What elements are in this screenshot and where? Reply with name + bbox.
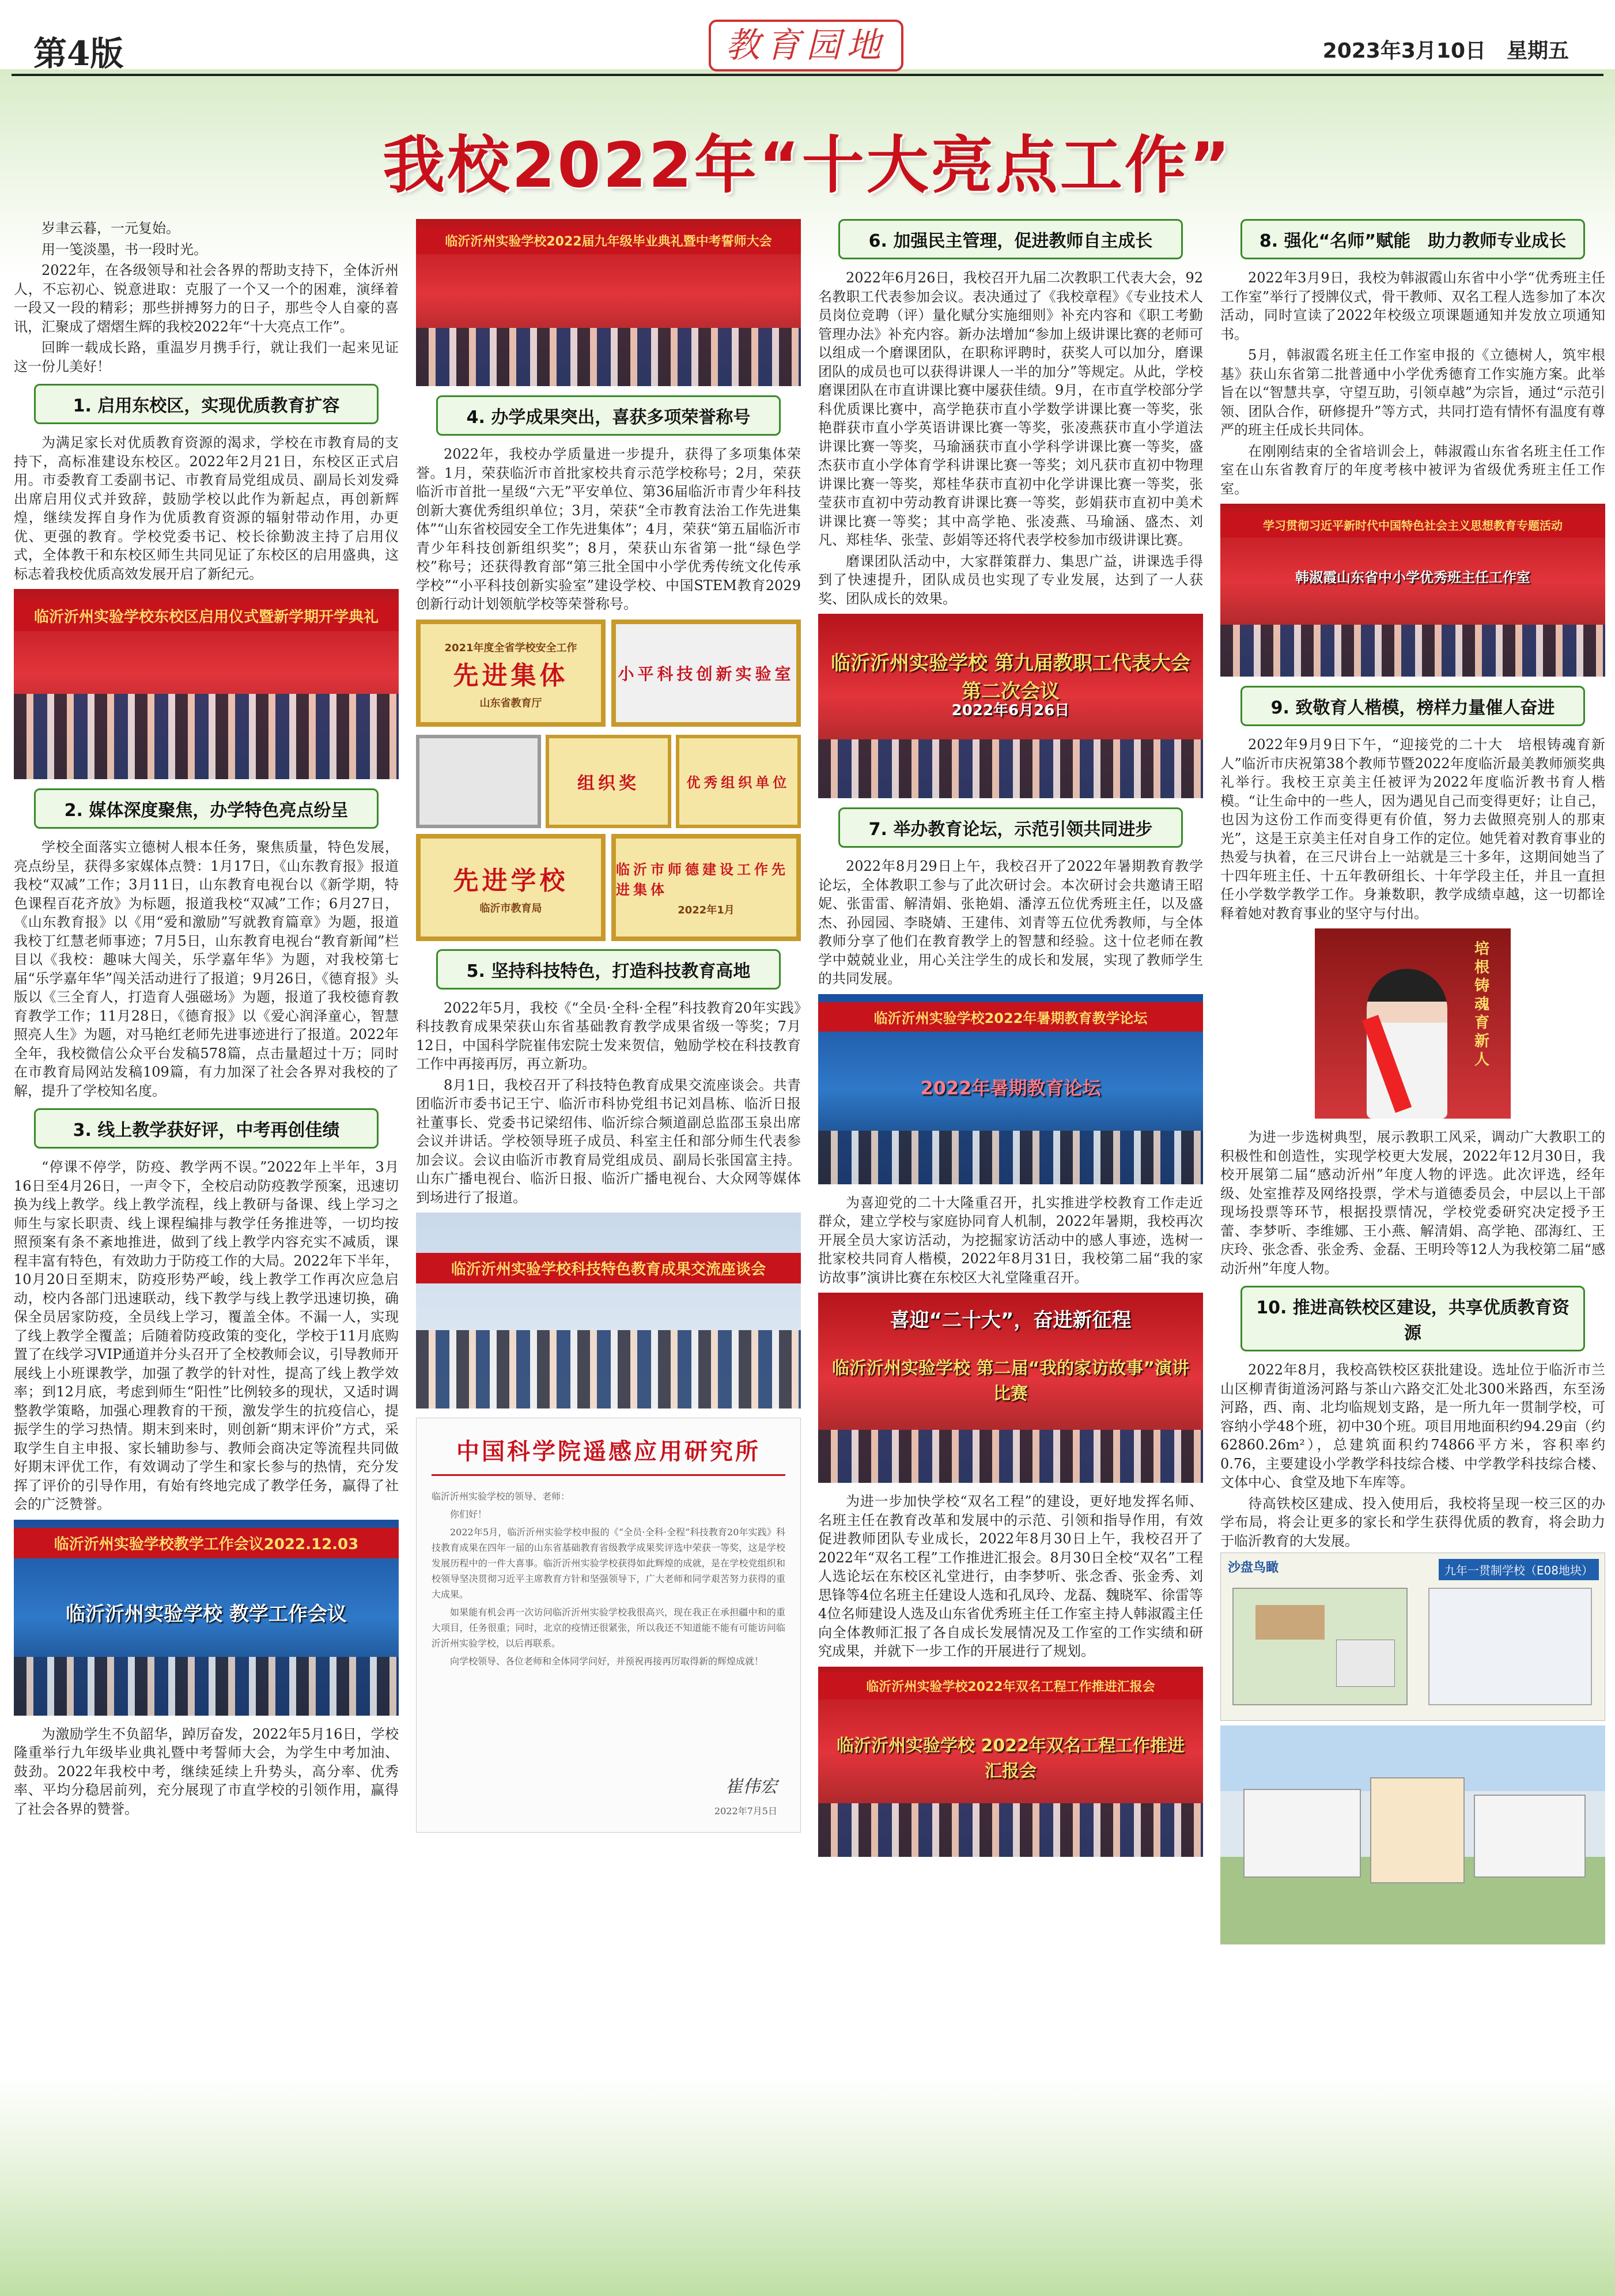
headline: 我校2022年“十大亮点工作” <box>383 130 1232 202</box>
section-7-paragraph: 为进一步加快学校“双名工程”的建设，更好地发挥名师、名班主任在教育改革和发展中的示范、引领和指导作用，有效促进教师团队专业成长，2022年8月30日上午，我校召开了2022年“双名工程”工作推进汇报会。8月30日全校“双名”工程人选论坛在东校区礼堂进行，由李梦听、张念香、张金秀、刘思锋等4位名班主任建设人选和孔凤玲、龙磊、魏晓军、徐雷等4位名师建设人选及山东省优秀班主任工作室主持人韩淑霞主任向全体教师汇报了各自成长发展情况及工作室的工作实绩和研究成果，并就下一步工作的开展进行了规划。 <box>818 1493 1203 1659</box>
photo-banner: 学习贯彻习近平新时代中国特色社会主义思想教育专题活动 <box>1220 512 1605 538</box>
section-title-3: 3. 线上教学获好评，中考再创佳绩 <box>34 1108 379 1149</box>
letter-greeting: 你们好！ <box>450 1509 487 1520</box>
page-header <box>0 0 1615 73</box>
photo-model-teacher <box>1315 928 1511 1119</box>
issue-date: 2023年3月10日 星期五 <box>1322 39 1569 63</box>
photo-screen-text: 2022年暑期教育论坛 <box>920 1077 1101 1100</box>
header-rule <box>12 74 1603 76</box>
plaque: 2021年度全省学校安全工作 先进集体 山东省教育厅 <box>416 620 606 727</box>
section-7-paragraph: 为喜迎党的二十大隆重召开，扎实推进学校教育工作走近群众，建立学校与家庭协同育人机制，2022年暑期，我校再次开展全员大家访活动，为挖掘家访活动中的感人事迹，选树一批家校共同育人楷模，2022年8月31日，我校第二届“我的家访故事”演讲比赛在东校区大礼堂隆重召开。 <box>818 1194 1203 1286</box>
section-name: 教育园地 <box>709 20 903 71</box>
photo-studio-award <box>1220 504 1605 677</box>
intro-paragraph: 2022年，在各级领导和社会各界的帮助支持下，全体沂州人，不忘初心、锐意进取：克服了一个又一个的困难，演绎着一段又一段的精彩；那些拼搏努力的日子，那些令人自豪的喜讯，汇聚成了熠熠生辉的我校2022年“十大亮点工作”。 <box>14 262 399 335</box>
letter-signature: 崔伟宏 <box>725 1777 777 1797</box>
photo-banner: 临沂沂州实验学校2022年双名工程工作推进汇报会 <box>818 1672 1203 1700</box>
section-8-paragraph: 2022年3月9日，我校为韩淑霞山东省中小学“优秀班主任工作室”举行了授牌仪式，骨干教师、双名工程人选参加了本次活动，同时宣读了2022年校级立项课题通知并发放立项通知书。 <box>1220 270 1605 342</box>
photo-double-famous-report <box>818 1667 1203 1857</box>
photo-banner: 临沂沂州实验学校教学工作会议2022.12.03 <box>14 1528 399 1558</box>
plaque: 组织奖 <box>546 735 671 828</box>
section-5-paragraph: 8月1日，我校召开了科技特色教育成果交流座谈会。共青团临沂市委书记王宁、临沂市科协党组书记刘昌栋、临沂日报社董事长、党委书记梁绍伟、临沂综合频道副总监邵玉泉出席会议并讲话。学校领导班子成员、科室主任和部分师生代表参加会议。会议由临沂市教育局党组成员、副局长张国富主持。山东广播电视台、临沂日报、临沂广播电视台、大众网等媒体到场进行了报道。 <box>416 1077 801 1206</box>
portrait-banner-text: 培根铸魂育新人 <box>1474 941 1489 1068</box>
section-title-10: 10. 推进高铁校区建设，共享优质教育资源 <box>1240 1286 1585 1351</box>
photo-banner: 临沂沂州实验学校2022届九年级毕业典礼暨中考誓师大会 <box>416 227 801 254</box>
column-4 <box>1220 219 1605 2135</box>
photo-graduation-ceremony <box>416 219 801 386</box>
letter-paragraph: 如果能有机会再一次访问临沂沂州实验学校我很高兴，现在我正在承担疆中和的重大项目，任务很重；同时，北京的疫情还很紧张，所以我还不知道能不能有可能访问临沂沂州实验学校，以后再联系。 <box>432 1607 785 1649</box>
letter-date: 2022年7月5日 <box>714 1806 777 1817</box>
intro-paragraph: 回眸一载成长路，重温岁月携手行，就让我们一起来见证这一份儿美好！ <box>14 339 399 375</box>
section-title-9: 9. 致敬育人楷模，榜样力量催人奋进 <box>1240 686 1585 726</box>
section-title-2: 2. 媒体深度聚焦，办学特色亮点纷呈 <box>34 788 379 829</box>
photo-screen-slogan: 喜迎“二十大”，奋进新征程 <box>890 1308 1132 1332</box>
photo-home-visit-speech <box>818 1293 1203 1483</box>
section-4-paragraph: 2022年，我校办学质量进一步提升，获得了多项集体荣誉。1月，荣获临沂市首批家校共育示范学校称号；2月，荣获临沂市首批一星级“六无”平安单位、第36届临沂市青少年科技创新大赛优秀组织单位；3月，荣获“全市教育法治工作先进集体”“山东省校园安全工作先进集体”；4月，荣获“第五届临沂市青少年科技创新组织奖”；8月，荣获山东省第一批“绿色学校”称号；还获得教育部“第三批全国中小学优秀传统文化传承学校”“小平科技创新实验室”建设学校、中国STEM教育2029创新行动计划领航学校等荣誉称号。 <box>416 446 801 612</box>
section-8-paragraph: 5月，韩淑霞名班主任工作室申报的《立德树人，筑牢根基》获山东省第二批普通中小学优秀德育工作实施方案。此举旨在以“智慧共享，守望互助，引领卓越”为宗旨，通过“示范引领、团队合作，研修提升”等方式，共同打造有情怀有温度有尊严的班主任成长共同体。 <box>1220 347 1605 438</box>
section-title-6: 6. 加强民主管理，促进教师自主成长 <box>838 219 1183 259</box>
photo-banner: 临沂沂州实验学校科技特色教育成果交流座谈会 <box>416 1253 801 1283</box>
section-1-paragraph: 为满足家长对优质教育资源的渴求，学校在市教育局的支持下，高标准建设东校区。2022年2月21日，东校区正式启用。市委教育工委副书记、市教育局党组成员、副局长刘发舜出席启用仪式并致辞，鼓励学校以此作为新起点，再创新辉煌，继续发挥自身作为优质教育资源的辐射带动作用，办更优、更强的教育。学校党委书记、校长徐勤波主持了启用仪式，全体教干和东校区师生共同见证了东校区的启用盛典，这标志着我校优质高效发展开启了新纪元。 <box>14 435 399 582</box>
masterplan-label: 九年一贯制学校（E08地块） <box>1439 1559 1599 1580</box>
plaque <box>416 735 541 828</box>
intro-line: 岁聿云暮，一元复始。 <box>41 220 180 236</box>
photo-screen-text: 临沂沂州实验学校 教学工作会议 <box>66 1602 347 1626</box>
section-title-5: 5. 坚持科技特色，打造科技教育高地 <box>436 949 781 990</box>
section-title-8: 8. 强化“名师”赋能 助力教师专业成长 <box>1240 219 1585 259</box>
column-3 <box>818 219 1203 2135</box>
section-title-4: 4. 办学成果突出，喜获多项荣誉称号 <box>436 395 781 436</box>
section-8-paragraph: 在刚刚结束的全省培训会上，韩淑霞山东省名班主任工作室在山东省教育厅的年度考核中被评为省级优秀班主任工作室。 <box>1220 443 1605 497</box>
photo-plaque-text: 韩淑霞山东省中小学优秀班主任工作室 <box>1295 569 1530 586</box>
photo-banner: 临沂沂州实验学校东校区启用仪式暨新学期开学典礼 <box>14 601 399 631</box>
section-6-paragraph: 2022年6月26日，我校召开九届二次教职工代表大会，92名教职工代表参加会议。表决通过了《我校章程》《专业技术人员岗位竞聘（评）量化赋分实施细则》补充内容和《职工考勤管理办法》补充内容。新办法增加“参加上级讲课比赛的老师可以组成一个磨课团队，在职称评聘时，获奖人可以加分，磨课团队的成员也可以获得讲课人一半的加分”等规定。从此，学校磨课团队在市直讲课比赛中屡获佳绩。9月，在市直学校部分学科优质课比赛中，高学艳获市直小学数学讲课比赛一等奖，张艳群获市直小学英语讲课比赛一等奖，张凌燕获市直小学道法讲课比赛一等奖，马瑜涵获市直小学科学讲课比赛一等奖，盛杰获市直小学体育学科讲课比赛一等奖；刘凡获市直初中物理讲课比赛一等奖，郑桂华获市直初中化学讲课比赛一等奖，张莹获市直初中劳动教育讲课比赛一等奖，彭娟获市直初中美术讲课比赛一等奖；其中高学艳、张凌燕、马瑜涵、盛杰、刘凡、郑桂华、张莹、彭娟等还将代表学校参加市级讲课比赛。 <box>818 270 1203 548</box>
letter-paragraph: 2022年5月，临沂沂州实验学校申报的《“全员·全科·全程”科技教育20年实践》科技教育成果在四年一届的山东省基础教育省级教学成果奖评选中荣获一等奖，这是学校发展历程中的一件大喜事。临沂沂州实验学校获得如此辉煌的成就，是在学校党组织和校领导坚决贯彻习近平主席教育方针和坚强领导下，广大老师和同学艰苦努力获得的重大成果。 <box>432 1527 785 1600</box>
letter-paragraph: 向学校领导、各位老师和全体同学问好，并预祝再接再厉取得新的辉煌成就！ <box>450 1656 764 1667</box>
photo-screen-date: 2022年6月26日 <box>951 702 1070 720</box>
campus-masterplan <box>1220 1553 1605 1721</box>
photo-tech-seminar <box>416 1213 801 1408</box>
honor-plaques <box>416 620 801 727</box>
section-title-7: 7. 举办教育论坛，示范引领共同进步 <box>838 807 1183 848</box>
section-9-paragraph: 2022年9月9日下午，“迎接党的二十大 培根铸魂育新人”临沂市庆祝第38个教师节暨2022年度临沂最美教师颁奖典礼举行。我校王京美主任被评为2022年度临沂教书育人楷模。“让生命中的一些人，因为遇见自己而变得更好；让自己，也因为这份工作而变得更有价值，努力去做照亮别人的那束光”，这是王京美主任对自身工作的定位。她凭着对教育事业的热爱与执着，在三尺讲台上一站就是三十多年，这期间她当了十四年班主任、十五年教研组长、十年学段主任，并且一直担任小学数学教学工作。身兼数职，教学成绩卓越，这一切都诠释着她对教育事业的坚守与付出。 <box>1220 737 1605 922</box>
photo-east-campus-opening <box>14 589 399 779</box>
photo-education-forum <box>818 994 1203 1184</box>
section-3-paragraph: “停课不停学，防疫、教学两不误。”2022年上半年，3月16日至4月26日，一声令下，全校启动防疫教学预案，迅速切换为线上教学。线上教学流程，线上教研与备课、线上学习之师生与家长职责、线上课程编排与教学任务推进等，一切均按照预案有条不紊地推进，做到了线上教学内容充实不减质，课程丰富有特色，有效助力于防疫工作的大局。2022年下半年，10月20日至期末，防疫形势严峻，线上教学工作再次应急启动，校内各部门迅速联动，线下教学与线上教学迅速切换，确保全员居家防疫，全员线上学习，覆盖全体。不漏一人，实现了线上教学全覆盖；后随着防疫政策的变化，学校于11月底购置了在线学习VIP通道并分头召开了全校教师会议，引导教师开展线上小班课教学，加强了教学的针对性，提高了线上教学效率；到12月底，考虑到师生“阳性”比例较多的现状，又适时调整教学策略，加强心理教育的干预，激发学生的抗疫信心，提振学生的学习热情。期末到来时，则创新“期末评价”方式，采取学生自主申报、家长辅助参与、教师会商决定等流程共同做好期末评优工作，有效调动了学生和家长参与的热情，充分发挥了评价的引导作用，有始有终地完成了教学任务，赢得了社会的广泛赞誉。 <box>14 1159 399 1512</box>
section-title-1: 1. 启用东校区，实现优质教育扩容 <box>34 384 379 424</box>
photo-screen-text: 临沂沂州实验学校 第二届“我的家访故事”演讲比赛 <box>832 1358 1189 1404</box>
page-number: 第4版 <box>33 34 124 73</box>
plaque: 临沂市师德建设工作先进集体 2022年1月 <box>611 834 801 941</box>
plaque: 先进学校 临沂市教育局 <box>416 834 606 941</box>
plaque: 小平科技创新实验室 <box>611 620 801 727</box>
section-10-paragraph: 2022年8月，我校高铁校区获批建设。选址位于临沂市兰山区柳青街道汤河路与茶山六路交汇处北300米路西，东至汤河路，西、南、北均临规划支路，是一所九年一贯制学校，可容纳小学48个班，初中30个班。项目用地面积约94.29亩（约62860.26m²），总建筑面积约74866平方米，容积率约0.76，主要建设小学教学科技综合楼、中学教学科技综合楼、文体中心、食堂及地下车库等。 <box>1220 1362 1605 1490</box>
column-1 <box>14 219 399 2135</box>
congratulation-letter <box>416 1418 801 1833</box>
plaque: 优秀组织单位 <box>676 735 801 828</box>
masterplan-title: 沙盘鸟瞰 <box>1228 1561 1279 1575</box>
section-2-paragraph: 学校全面落实立德树人根本任务，聚焦质量，特色发展，亮点纷呈，获得多家媒体点赞：1月17日，《山东教育报》报道我校“双减”工作；3月11日，山东教育电视台以《新学期，特色课程百花齐放》为标题，报道我校“双减”工作；6月27日，《山东教育报》以《用“爱和激励”写就教育篇章》为题，报道我校丁红慧老师事迹；7月5日，山东教育电视台“教育新闻”栏目以《我校：趣味大闯关，乐学嘉年华》为题，对我校第七届“乐学嘉年华”闯关活动进行了报道；9月26日，《德育报》头版以《三全育人，打造育人强磁场》为题，报道了我校德育教育教学工作；11月28日，《德育报》以《爱心润泽童心，智慧照亮人生》为题，对马艳红老师先进事迹进行了报道。2022年全年，我校微信公众平台发稿578篇，点击量超过十万；同时在市教育局网站发稿109篇，有力加深了社会各界对我校的了解，提升了学校知名度。 <box>14 839 399 1099</box>
intro-line: 用一笺淡墨，书一段时光。 <box>41 241 207 258</box>
photo-staff-congress <box>818 614 1203 798</box>
section-9-paragraph: 为进一步选树典型，展示教职工风采，调动广大教职工的积极性和创造性，实现学校更大发展，2022年12月30日，我校开展第二届“感动沂州”年度人物的评选。此次评选，经年级、处室推荐及网络投票，学术与道德委员会，中层以上干部现场投票等环节，根据投票情况，学校党委研究决定授予王蕾、李梦听、李维娜、王小燕、解清娟、高学艳、邵海红、王庆玲、张念香、张金秀、金磊、王明玲等12人为我校第二届“感动沂州”年度人物。 <box>1220 1129 1605 1277</box>
section-10-paragraph: 待高铁校区建成、投入使用后，我校将呈现一校三区的办学布局，将会让更多的家长和学生获得优质的教育，将会助力于临沂教育的大发展。 <box>1220 1495 1605 1549</box>
photo-screen-text: 临沂沂州实验学校 第九届教职工代表大会第二次会议 <box>831 651 1190 703</box>
section-6-paragraph: 磨课团队活动中，大家群策群力、集思广益，讲课选手得到了快速提升，团队成员也实现了专业发展，达到了一人获奖、团队成长的效果。 <box>818 553 1203 607</box>
photo-teaching-conference <box>14 1520 399 1716</box>
section-3-paragraph: 为激励学生不负韶华，踔厉奋发，2022年5月16日，学校隆重举行九年级毕业典礼暨中考誓师大会，为学生中考加油、鼓劲。2022年我校中考，继续延续上升势头，高分率、优秀率、平均分稳居前列，充分展现了市直学校的引领作用，赢得了社会各界的赞誉。 <box>14 1725 399 1817</box>
photo-screen-text: 临沂沂州实验学校 2022年双名工程工作推进汇报会 <box>837 1735 1185 1781</box>
column-2 <box>416 219 801 2135</box>
letter-head: 中国科学院遥感应用研究所 <box>432 1433 785 1476</box>
photo-banner: 临沂沂州实验学校2022年暑期教育教学论坛 <box>818 1002 1203 1032</box>
letter-salutation: 临沂沂州实验学校的领导、老师： <box>432 1491 570 1502</box>
section-5-paragraph: 2022年5月，我校《“全员·全科·全程”科技教育20年实践》科技教育成果荣获山东省基础教育教学成果省级一等奖；7月12日，中国科学院崔伟宏院士发来贺信，勉励学校在科技教育工作中再接再厉，再立新功。 <box>416 999 801 1072</box>
campus-rendering <box>1220 1725 1605 1944</box>
honor-plaques <box>416 834 801 941</box>
section-7-paragraph: 2022年8月29日上午，我校召开了2022年暑期教育教学论坛，全体教职工参与了此次研讨会。本次研讨会共邀请王昭妮、张雷雷、解清娟、张艳娟、潘淳五位优秀班主任，以及盛杰、孙园园、李晓婧、王建伟、刘青等五位优秀教师，与全体教师分享了他们在教育教学上的智慧和经验。这十位老师在教学中兢兢业业，用心关注学生的成长和发展，实现了教师学生的共同发展。 <box>818 858 1203 987</box>
honor-plaques-row <box>416 735 801 828</box>
